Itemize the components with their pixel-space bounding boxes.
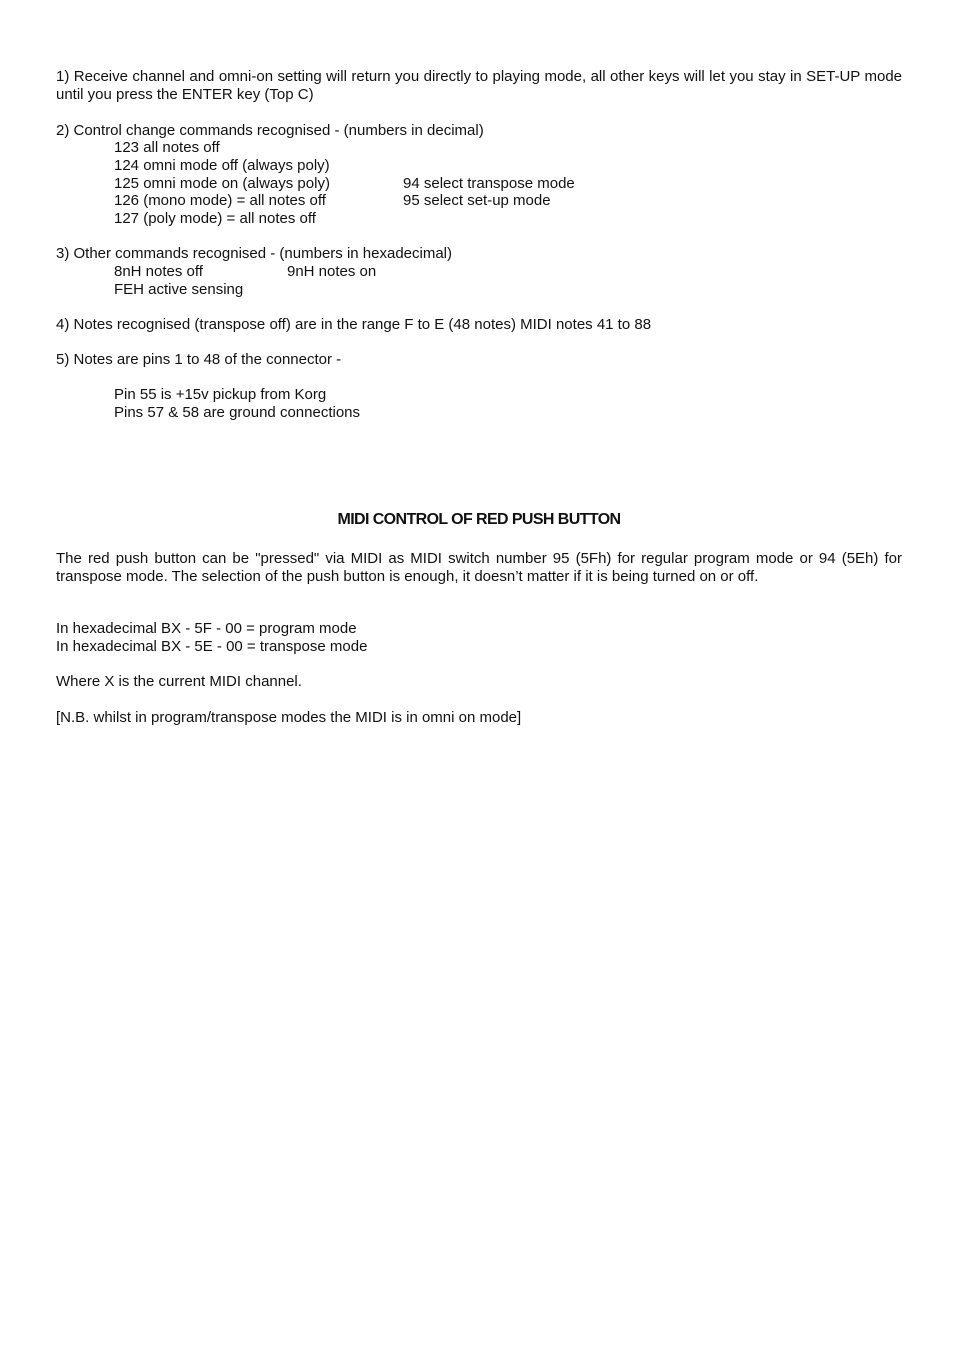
setup-note-paragraph: 1) Receive channel and omni-on setting will return you directly to playing mode, all other keys will let you stay in SET-UP mode until you press the ENTER key (Top C) [56,68,902,103]
notes-range-paragraph: 4) Notes recognised (transpose off) are in the range F to E (48 notes) MIDI notes 41 to 88 [56,316,652,333]
pin-55-note: Pin 55 is +15v pickup from Korg [114,386,327,403]
control-change-item: 124 omni mode off (always poly) [114,157,330,174]
connector-pins-title: 5) Notes are pins 1 to 48 of the connector - [56,351,342,368]
control-change-title: 2) Control change commands recognised - (numbers in decimal) [56,122,484,139]
control-change-item: 125 omni mode on (always poly) [114,175,330,192]
note-on-command: 9nH notes on [287,263,377,280]
omni-mode-note: [N.B. whilst in program/transpose modes the MIDI is in omni on mode] [56,709,522,726]
control-change-item: 123 all notes off [114,139,220,156]
red-button-paragraph: The red push button can be "pressed" via MIDI as MIDI switch number 95 (5Fh) for regular program mode or 94 (5Eh) for transpose mode. The selection of the push button is enough, it doesn’t matter if it is being turned on or off. [56,550,902,585]
hex-transpose-mode: In hexadecimal BX - 5E - 00 = transpose mode [56,638,368,655]
other-commands-title: 3) Other commands recognised - (numbers in hexadecimal) [56,245,452,262]
control-change-item: 127 (poly mode) = all notes off [114,210,316,227]
note-off-command: 8nH notes off [114,263,203,280]
hex-program-mode: In hexadecimal BX - 5F - 00 = program mode [56,620,357,637]
active-sensing-command: FEH active sensing [114,281,244,298]
control-change-item-right: 94 select transpose mode [403,175,575,192]
ground-pins-note: Pins 57 & 58 are ground connections [114,404,360,421]
midi-channel-note: Where X is the current MIDI channel. [56,673,302,690]
section-heading: MIDI CONTROL OF RED PUSH BUTTON [337,511,621,528]
control-change-item: 126 (mono mode) = all notes off [114,192,326,209]
control-change-item-right: 95 select set-up mode [403,192,551,209]
